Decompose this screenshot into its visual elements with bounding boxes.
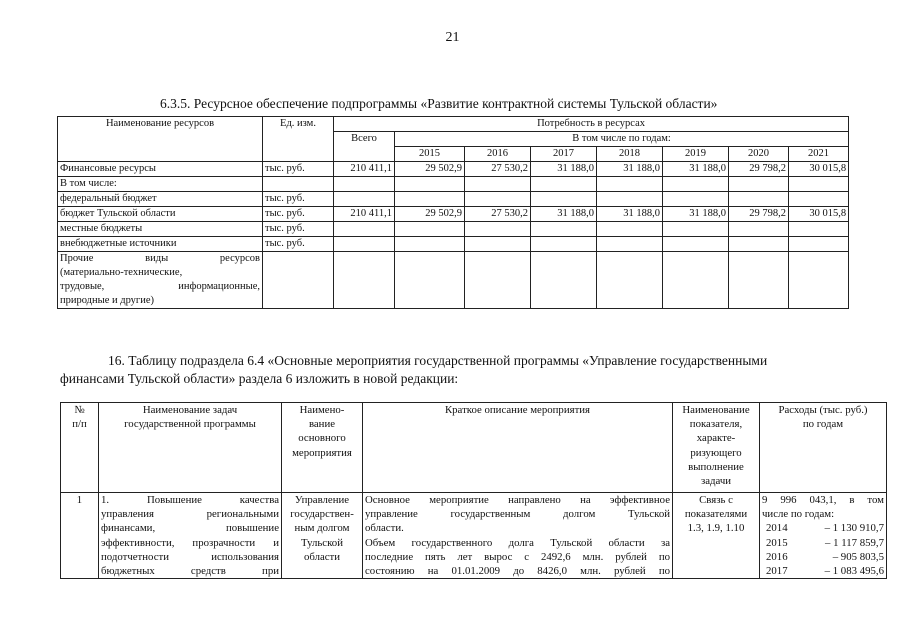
header-main-event-line: Наимено-	[299, 404, 345, 416]
row-main-event	[282, 493, 363, 579]
header-indicator-line: Наименование	[682, 404, 750, 416]
row-description-line: Объем государственного долга Тульской области за	[365, 536, 670, 549]
row-value	[789, 237, 849, 252]
row-value: 31 188,0	[663, 207, 729, 222]
row-unit	[263, 177, 334, 192]
row-value	[531, 192, 597, 207]
header-year: 2017	[531, 147, 597, 162]
table-row	[58, 237, 849, 252]
header-num-line: п/п	[72, 418, 87, 431]
other-resources-line: Прочие виды ресурсов	[60, 253, 260, 264]
header-expenses-line: по годам	[802, 418, 844, 431]
row-unit: тыс. руб.	[263, 222, 334, 237]
row-unit: тыс. руб.	[263, 237, 334, 252]
row-name: федеральный бюджет	[58, 192, 263, 207]
row-num: 1	[61, 493, 99, 579]
row-unit: тыс. руб.	[263, 207, 334, 222]
row-total	[334, 237, 395, 252]
header-description: Краткое описание мероприятия	[363, 403, 673, 493]
table1-title: 6.3.5. Ресурсное обеспечение подпрограммы «Развитие контрактной системы Тульской области»	[160, 96, 718, 111]
table-row	[58, 207, 849, 222]
row-value	[597, 237, 663, 252]
header-year: 2016	[465, 147, 531, 162]
row-value	[789, 192, 849, 207]
row-value	[729, 222, 789, 237]
row-indicator-line: 1.3, 1.9, 1.10	[687, 522, 745, 535]
header-year: 2018	[597, 147, 663, 162]
header-expenses	[760, 403, 887, 493]
header-num	[61, 403, 99, 493]
row-value	[789, 177, 849, 192]
header-main-event	[282, 403, 363, 493]
row-name: внебюджетные источники	[58, 237, 263, 252]
row-value	[465, 237, 531, 252]
row-value	[597, 192, 663, 207]
header-indicator-line: задачи	[700, 475, 732, 488]
header-indicator-line: ризующего	[690, 446, 742, 459]
row-value	[663, 237, 729, 252]
paragraph-line: 16. Таблицу подраздела 6.4 «Основные мероприятия государственной программы «Управление государственными	[108, 353, 768, 368]
header-main-event-line: основного	[298, 432, 346, 445]
header-tasks-line: Наименование задач	[142, 404, 238, 416]
main-events-table	[60, 402, 887, 579]
row-total	[334, 192, 395, 207]
row-value: 31 188,0	[663, 162, 729, 177]
row-expenses	[760, 493, 887, 579]
row-task-line: бюджетных средств при	[101, 565, 279, 578]
paragraph-line: финансами Тульской области» раздела 6 изложить в новой редакции:	[60, 371, 459, 386]
row-description-line: управление государственным долгом Тульской	[365, 508, 670, 521]
resource-table	[57, 116, 849, 309]
row-value	[663, 222, 729, 237]
header-indicator-line: показателя,	[689, 418, 743, 431]
row-description-line: области.	[365, 522, 404, 535]
header-indicator-line: выполнение	[688, 460, 744, 473]
row-indicator	[673, 493, 760, 579]
expense-year-row	[762, 564, 884, 578]
row-value: 31 188,0	[531, 162, 597, 177]
other-resources-cell	[58, 252, 263, 309]
row-main-event-line: области	[303, 550, 341, 563]
row-task-line: эффективности, прозрачности и	[101, 536, 279, 549]
expense-year-row	[762, 536, 884, 550]
header-tasks	[99, 403, 282, 493]
row-value: 31 188,0	[531, 207, 597, 222]
header-year: 2021	[789, 147, 849, 162]
table-row	[58, 252, 849, 309]
other-resources-line: (материально-технические,	[60, 267, 183, 278]
expense-year: 2015	[766, 536, 788, 549]
row-value	[729, 177, 789, 192]
row-value: 29 502,9	[395, 207, 465, 222]
header-num-line: №	[74, 404, 85, 416]
header-main-event-line: вание	[308, 418, 336, 431]
table-row	[58, 162, 849, 177]
header-total: Всего	[334, 132, 395, 162]
row-description-line: состоянию на 01.01.2009 до 8426,0 млн. рублей по	[365, 565, 670, 578]
other-resources-line: трудовые, информационные,	[60, 281, 260, 292]
table-row	[58, 177, 849, 192]
row-description-line: последние пять лет вырос с 2492,6 млн. рублей по	[365, 550, 670, 563]
row-description	[363, 493, 673, 579]
row-task-line: управления региональными	[101, 508, 279, 521]
row-main-event-line: Управление	[294, 494, 350, 506]
row-indicator-line: показателями	[684, 508, 748, 521]
table-row	[61, 493, 887, 579]
row-main-event-line: Тульской	[301, 536, 343, 549]
row-value	[465, 177, 531, 192]
row-value	[663, 192, 729, 207]
row-value: 30 015,8	[789, 162, 849, 177]
header-resource: Наименование ресурсов	[58, 117, 263, 162]
header-expenses-line: Расходы (тыс. руб.)	[778, 404, 868, 416]
expense-year: 2017	[766, 565, 788, 578]
row-name: местные бюджеты	[58, 222, 263, 237]
row-indicator-line: Связь с	[699, 494, 733, 506]
row-value	[395, 237, 465, 252]
page-number: 21	[445, 30, 460, 45]
row-value	[597, 177, 663, 192]
row-expense-total: 9 996 043,1, в том	[762, 494, 884, 506]
row-value	[663, 177, 729, 192]
row-task-line: подотчетности использования	[101, 550, 279, 563]
row-expense-intro: числе по годам:	[762, 508, 835, 521]
header-indicator-line: характе-	[696, 432, 736, 445]
row-unit: тыс. руб.	[263, 162, 334, 177]
row-name: В том числе:	[58, 177, 263, 192]
row-value	[531, 222, 597, 237]
row-value: 29 502,9	[395, 162, 465, 177]
row-value: 27 530,2	[465, 207, 531, 222]
row-name: бюджет Тульской области	[58, 207, 263, 222]
row-value	[789, 222, 849, 237]
table-row	[58, 222, 849, 237]
expense-year-row	[762, 550, 884, 564]
row-description-line: Основное мероприятие направлено на эффективное	[365, 494, 670, 506]
header-need: Потребность в ресурсах	[334, 117, 849, 132]
row-task	[99, 493, 282, 579]
row-total: 210 411,1	[334, 207, 395, 222]
expense-year-row	[762, 521, 884, 535]
expense-value: – 905 803,5	[832, 550, 884, 563]
row-value	[531, 237, 597, 252]
expense-value: – 1 117 859,7	[825, 536, 884, 549]
row-value	[465, 192, 531, 207]
row-total	[334, 177, 395, 192]
expense-value: – 1 083 495,6	[824, 565, 884, 578]
row-value	[531, 177, 597, 192]
row-main-event-line: ным долгом	[294, 522, 350, 535]
row-value: 27 530,2	[465, 162, 531, 177]
row-value	[395, 222, 465, 237]
header-main-event-line: мероприятия	[292, 446, 352, 459]
row-task-line: финансами, повышение	[101, 522, 279, 535]
header-year: 2015	[395, 147, 465, 162]
row-name: Финансовые ресурсы	[58, 162, 263, 177]
row-main-event-line: государствен-	[290, 508, 354, 521]
row-value	[597, 222, 663, 237]
expense-year: 2016	[766, 550, 788, 563]
row-value	[729, 237, 789, 252]
header-tasks-line: государственной программы	[124, 418, 256, 431]
expense-year: 2014	[766, 522, 788, 535]
row-value: 31 188,0	[597, 162, 663, 177]
row-unit: тыс. руб.	[263, 192, 334, 207]
row-value	[729, 192, 789, 207]
header-by-years: В том числе по годам:	[395, 132, 849, 147]
header-indicator	[673, 403, 760, 493]
row-value	[395, 177, 465, 192]
header-unit: Ед. изм.	[263, 117, 334, 162]
row-total	[334, 222, 395, 237]
expense-value: – 1 130 910,7	[824, 522, 884, 535]
header-year: 2020	[729, 147, 789, 162]
other-resources-line: природные и другие)	[60, 295, 155, 306]
row-task-line: 1. Повышение качества	[101, 494, 279, 506]
row-total: 210 411,1	[334, 162, 395, 177]
row-value	[465, 222, 531, 237]
row-value: 29 798,2	[729, 207, 789, 222]
header-year: 2019	[663, 147, 729, 162]
row-value: 29 798,2	[729, 162, 789, 177]
row-value: 30 015,8	[789, 207, 849, 222]
row-value: 31 188,0	[597, 207, 663, 222]
table-row	[58, 192, 849, 207]
row-value	[395, 192, 465, 207]
